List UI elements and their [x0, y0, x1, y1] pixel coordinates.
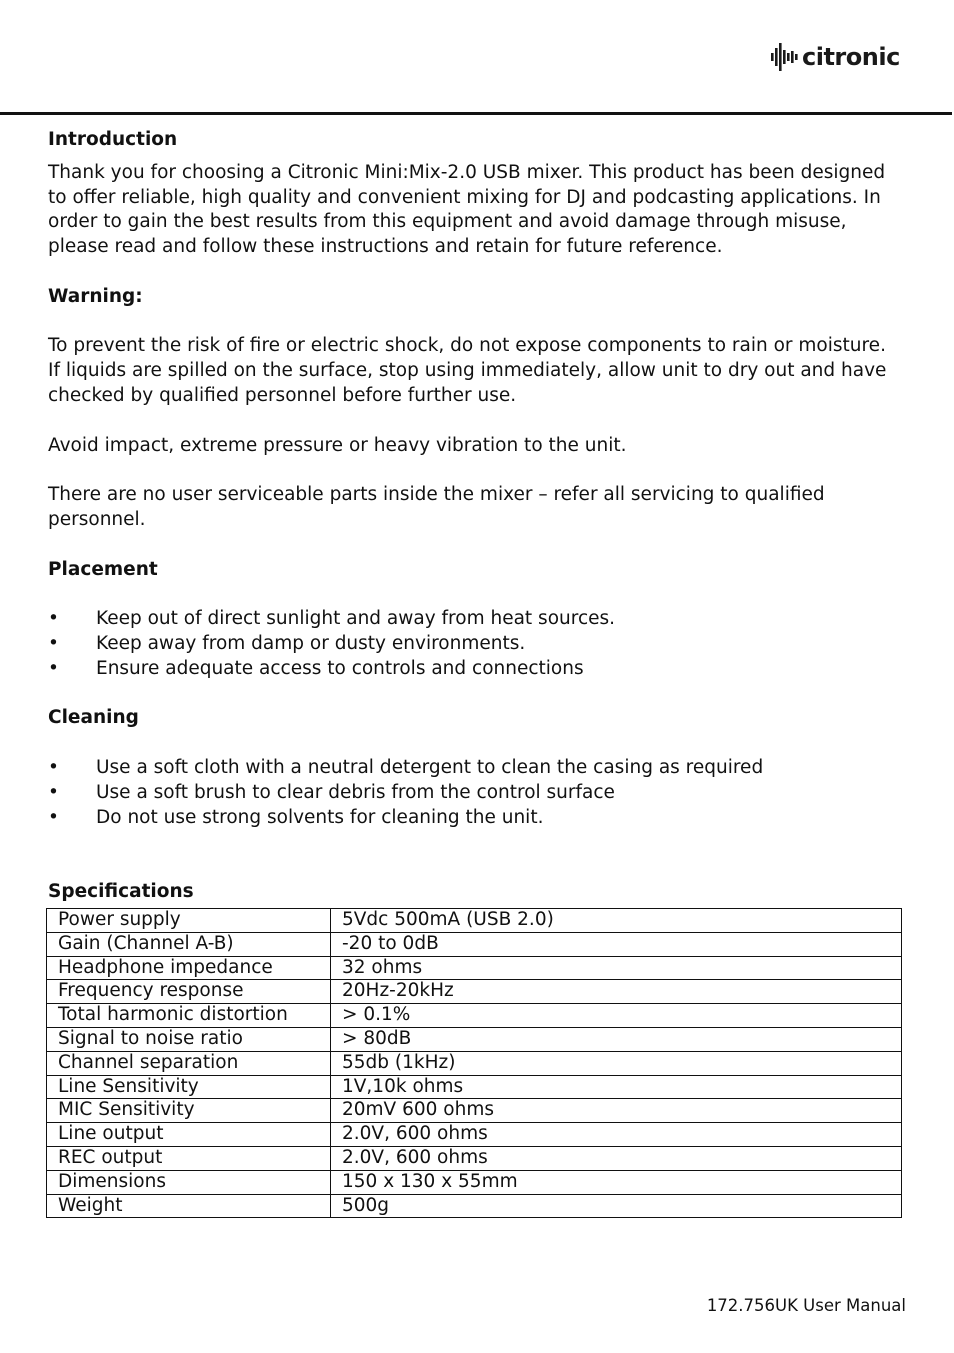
table-row: [47, 1004, 902, 1028]
spec-label: Frequency response: [47, 980, 331, 1004]
table-row: [47, 1170, 902, 1194]
spec-label: MIC Sensitivity: [47, 1099, 331, 1123]
bullet-icon: •: [48, 632, 59, 654]
intro-title: Introduction: [48, 129, 178, 150]
spec-value: 55db (1kHz): [331, 1051, 902, 1075]
spec-label: Headphone impedance: [47, 956, 331, 980]
warning-paragraph-line-1: To prevent the risk of fire or electric shock, do not expose components to rain or moisture.: [48, 335, 886, 357]
warning-servicing-paragraph: There are no user serviceable parts inside the mixer – refer all servicing to qualified personnel.: [48, 484, 825, 530]
bullet-icon: •: [48, 806, 59, 828]
warning-title: Warning:: [48, 285, 143, 307]
bullet-icon: •: [48, 781, 59, 803]
logo-text: citronic: [802, 43, 900, 71]
spec-label: Channel separation: [47, 1051, 331, 1075]
intro-body: Thank you for choosing a Citronic Mini:Mix-2.0 USB mixer. This product has been designed to offer reliable, high quality and convenient mixing for DJ and podcasting applications. In order to gain the best results from this equipment and avoid damage through misuse, please read and follow these instructions and retain for future reference.: [48, 161, 886, 258]
spec-value: 5Vdc 500mA (USB 2.0): [331, 909, 902, 933]
cleaning-title: Cleaning: [48, 707, 139, 729]
table-row: [47, 909, 902, 933]
spec-value: 1V,10k ohms: [331, 1075, 902, 1099]
table-row: [47, 1051, 902, 1075]
footer-manual-id: 172.756UK User Manual: [706, 1296, 906, 1315]
list-item: • Keep away from damp or dusty environments.: [48, 632, 908, 657]
spec-value: > 80dB: [331, 1027, 902, 1051]
list-item: • Do not use strong solvents for cleaning the unit.: [48, 806, 908, 831]
bullet-icon: •: [48, 608, 59, 630]
warning-paragraph-line-2: If liquids are spilled on the surface, stop using immediately, allow unit to dry out and have checked by qualified personnel before further use.: [48, 360, 887, 406]
table-row: [47, 1194, 902, 1218]
spec-value: > 0.1%: [331, 1004, 902, 1028]
spec-label: Dimensions: [47, 1170, 331, 1194]
spec-label: Total harmonic distortion: [47, 1004, 331, 1028]
specifications-table: [46, 908, 902, 1218]
list-item: • Use a soft cloth with a neutral detergent to clean the casing as required: [48, 756, 908, 781]
spec-label: Gain (Channel A-B): [47, 932, 331, 956]
citronic-logo: [770, 40, 900, 74]
header-divider: [0, 112, 952, 115]
table-row: [47, 1075, 902, 1099]
table-row: [47, 956, 902, 980]
spec-label: REC output: [47, 1146, 331, 1170]
list-item: • Use a soft brush to clear debris from the control surface: [48, 781, 908, 806]
table-row: [47, 980, 902, 1004]
spec-value: 2.0V, 600 ohms: [331, 1123, 902, 1147]
spec-value: -20 to 0dB: [331, 932, 902, 956]
spec-value: 500g: [331, 1194, 902, 1218]
warning-impact-paragraph: Avoid impact, extreme pressure or heavy vibration to the unit.: [48, 434, 627, 456]
spec-label: Signal to noise ratio: [47, 1027, 331, 1051]
spec-value: 20Hz-20kHz: [331, 980, 902, 1004]
spec-value: 32 ohms: [331, 956, 902, 980]
spec-value: 20mV 600 ohms: [331, 1099, 902, 1123]
bullet-icon: •: [48, 756, 59, 778]
placement-title: Placement: [48, 558, 158, 580]
cleaning-list: [48, 756, 908, 830]
list-item: • Ensure adequate access to controls and connections: [48, 657, 908, 682]
spec-label: Line output: [47, 1123, 331, 1147]
table-row: [47, 1099, 902, 1123]
spec-label: Weight: [47, 1194, 331, 1218]
sound-wave-icon: [770, 42, 798, 72]
spec-value: 2.0V, 600 ohms: [331, 1146, 902, 1170]
manual-content: [48, 128, 908, 905]
specifications-title: Specifications: [48, 880, 194, 902]
table-row: [47, 1123, 902, 1147]
bullet-icon: •: [48, 657, 59, 679]
table-row: [47, 932, 902, 956]
spec-label: Power supply: [47, 909, 331, 933]
placement-list: [48, 607, 908, 681]
list-item: • Keep out of direct sunlight and away from heat sources.: [48, 607, 908, 632]
spec-value: 150 x 130 x 55mm: [331, 1170, 902, 1194]
table-row: [47, 1027, 902, 1051]
table-row: [47, 1146, 902, 1170]
spec-label: Line Sensitivity: [47, 1075, 331, 1099]
